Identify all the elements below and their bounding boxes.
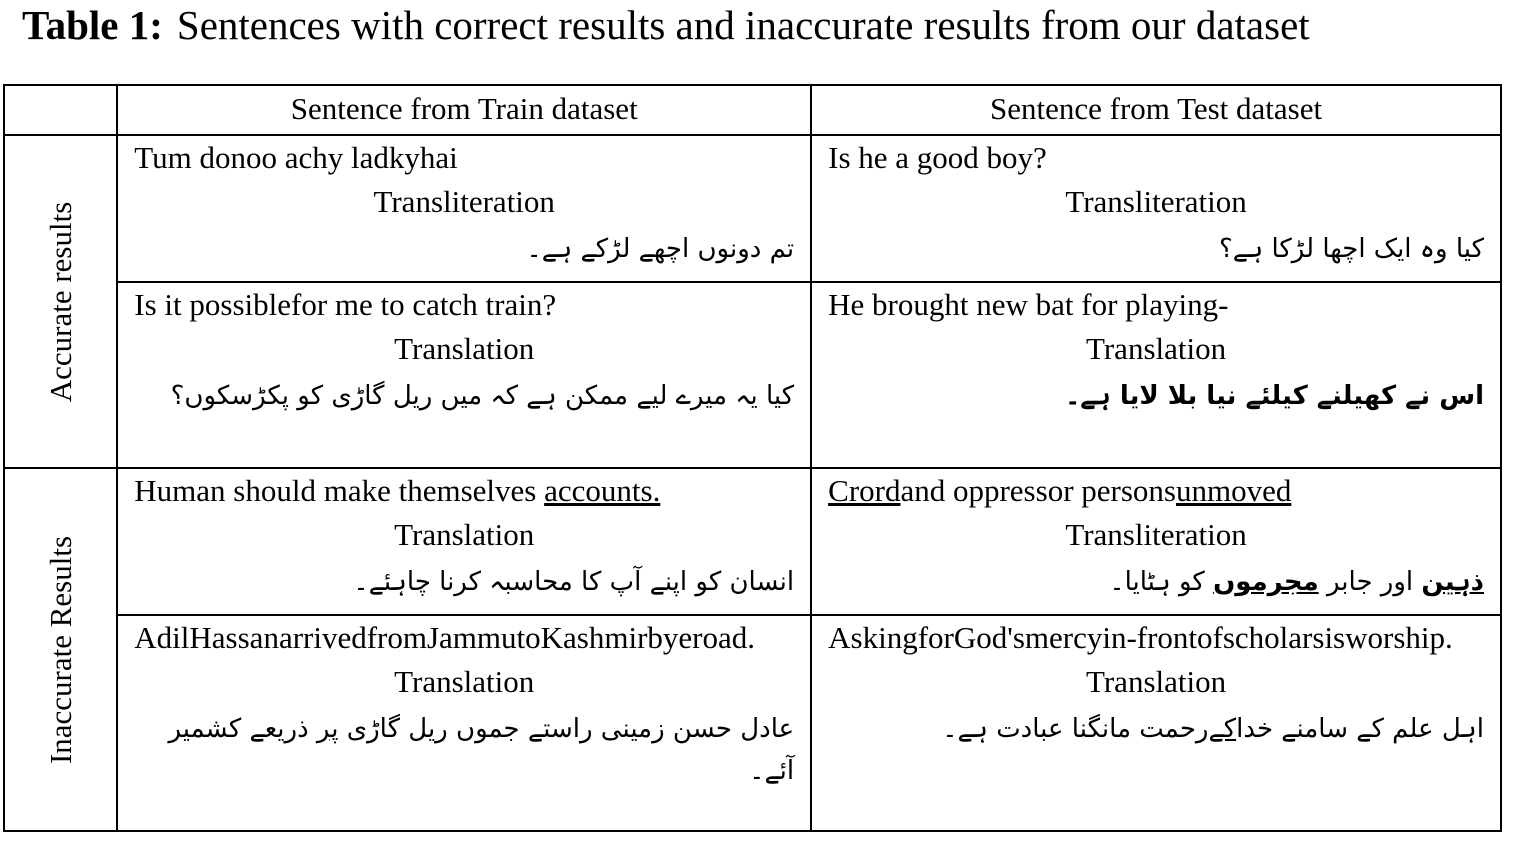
row3-train-urdu: انسان کو اپنے آپ کا محاسبہ کرنا چاہئے۔ bbox=[353, 567, 795, 597]
row1-test-cell bbox=[811, 135, 1501, 282]
row3-train-english bbox=[134, 471, 794, 511]
row2-test-cell bbox=[811, 282, 1501, 468]
group-inaccurate-label: Inaccurate Results bbox=[42, 535, 78, 764]
row4-train-urdu-after: ذریعے کشمیر آئے۔ bbox=[168, 714, 795, 786]
row4-train-urdu-underlined: پر bbox=[316, 714, 339, 744]
row3-test-english-middle: and oppressor persons bbox=[900, 473, 1176, 508]
row4-train-urdu-before: عادل حسن زمینی راستے جموں ریل گاڑی bbox=[338, 714, 795, 744]
table-caption bbox=[22, 0, 1537, 50]
row4-train-english: AdilHassanarrivedfromJammutoKashmirbyeroad. bbox=[134, 620, 755, 655]
row1-train-method: Transliteration bbox=[373, 184, 555, 219]
row4-test-urdu bbox=[828, 706, 1484, 750]
row4-test-english: AskingforGod'smercyin-frontofscholarsisworship. bbox=[828, 620, 1453, 655]
row2-train-english: Is it possiblefor me to catch train? bbox=[134, 287, 557, 322]
row1-test-method: Transliteration bbox=[1065, 184, 1247, 219]
table-row bbox=[4, 135, 1501, 282]
row4-test-cell bbox=[811, 615, 1501, 831]
table-row bbox=[4, 615, 1501, 831]
row4-train-method: Translation bbox=[394, 664, 535, 699]
row1-train-english: Tum donoo achy ladkyhai bbox=[134, 140, 458, 175]
row4-train-urdu bbox=[134, 706, 794, 792]
row2-test-english: He brought new bat for playing- bbox=[828, 287, 1229, 322]
row2-test-urdu: اس نے کھیلنے کیلئے نیا بلا لایا ہے۔ bbox=[1065, 381, 1484, 411]
row3-train-method: Translation bbox=[394, 517, 535, 552]
row3-test-english-underlined-1: Crord bbox=[828, 473, 901, 508]
caption-label: Table 1: bbox=[22, 2, 163, 48]
row2-train-method: Translation bbox=[394, 331, 535, 366]
group-accurate-label: Accurate results bbox=[42, 201, 78, 402]
table-row bbox=[4, 282, 1501, 468]
row2-train-cell bbox=[117, 282, 811, 468]
header-test: Sentence from Test dataset bbox=[811, 85, 1501, 135]
row4-test-urdu-before: اہل علم کے سامنے خدا bbox=[1236, 714, 1484, 744]
row4-train-cell bbox=[117, 615, 811, 831]
row3-test-urdu-underlined-1: ذہین bbox=[1421, 567, 1484, 597]
row4-test-urdu-underlined: کے bbox=[1208, 714, 1237, 744]
row2-train-urdu: کیا یہ میرے لیے ممکن ہے کہ میں ریل گاڑی کو پکڑسکوں؟ bbox=[170, 381, 795, 411]
results-table bbox=[3, 84, 1502, 832]
group-inaccurate-cell bbox=[4, 468, 117, 831]
header-corner-cell bbox=[4, 85, 117, 135]
header-train: Sentence from Train dataset bbox=[117, 85, 811, 135]
caption-text: Sentences with correct results and inaccurate results from our dataset bbox=[176, 2, 1310, 48]
row1-train-cell bbox=[117, 135, 811, 282]
row3-train-cell bbox=[117, 468, 811, 615]
row3-test-urdu-end: کو ہٹایا۔ bbox=[1109, 567, 1214, 597]
row4-test-method: Translation bbox=[1086, 664, 1227, 699]
row3-train-english-underlined: accounts. bbox=[544, 473, 661, 508]
row3-test-english bbox=[828, 471, 1484, 511]
row3-train-english-plain: Human should make themselves bbox=[134, 473, 545, 508]
row2-test-method: Translation bbox=[1086, 331, 1227, 366]
table-row bbox=[4, 468, 1501, 615]
row3-test-english-underlined-2: unmoved bbox=[1175, 473, 1292, 508]
row1-test-urdu: کیا وہ ایک اچھا لڑکا ہے؟ bbox=[1218, 234, 1484, 264]
row4-test-urdu-after: رحمت مانگنا عبادت ہے۔ bbox=[942, 714, 1209, 744]
row3-test-urdu-underlined-2: مجرموں bbox=[1213, 567, 1319, 597]
group-accurate-cell bbox=[4, 135, 117, 468]
row1-train-urdu: تم دونوں اچھے لڑکے ہے۔ bbox=[526, 234, 795, 264]
row3-test-urdu-middle: اور جابر bbox=[1318, 567, 1422, 597]
header-row bbox=[4, 85, 1501, 135]
row1-test-english: Is he a good boy? bbox=[828, 140, 1047, 175]
row3-test-method: Transliteration bbox=[1065, 517, 1247, 552]
row3-test-urdu bbox=[828, 559, 1484, 603]
row3-test-cell bbox=[811, 468, 1501, 615]
